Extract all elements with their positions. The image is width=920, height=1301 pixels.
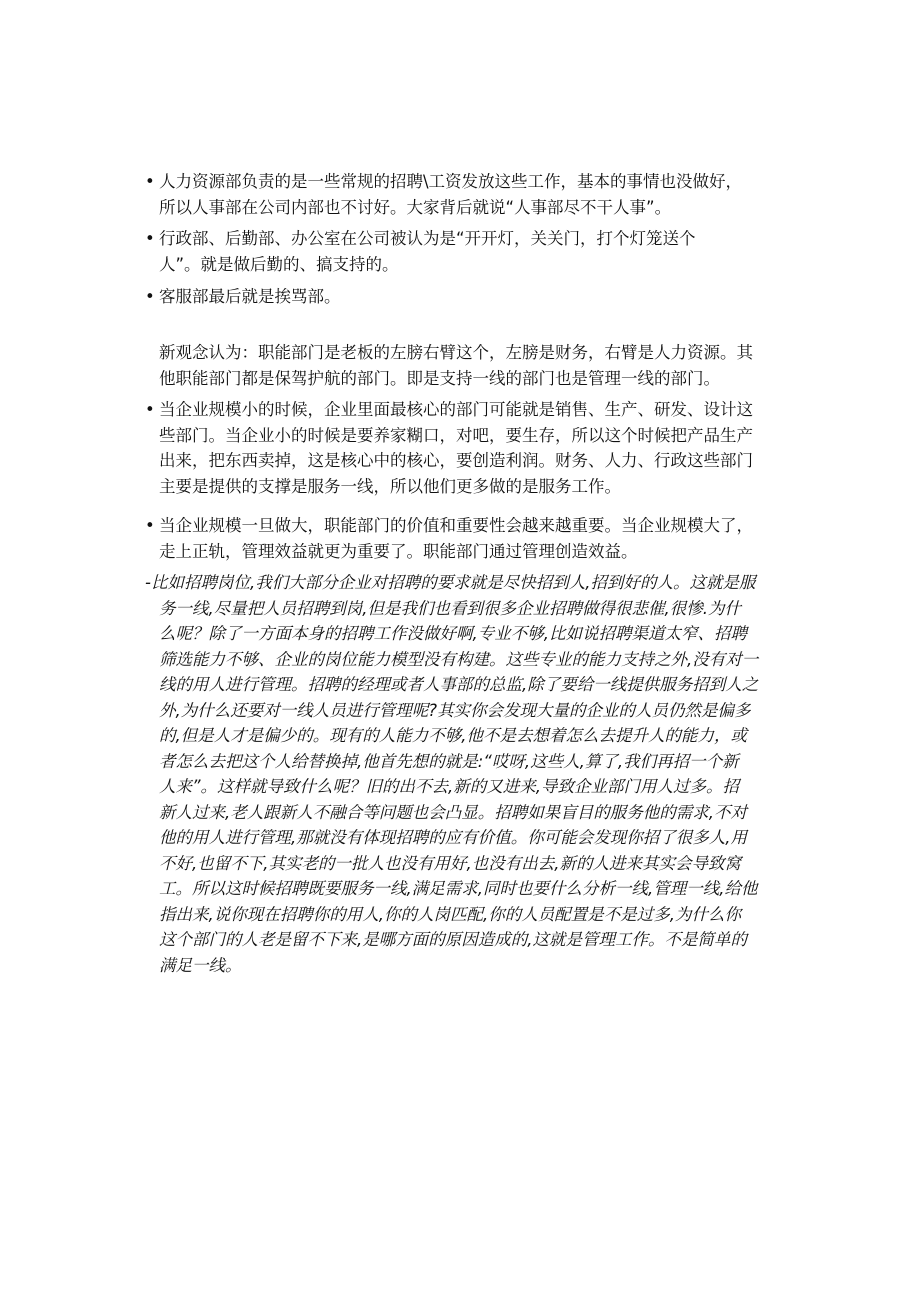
text-line: 当企业规模一旦做大，职能部门的价值和重要性会越来越重要。当企业规模大了，	[159, 516, 753, 535]
bullet-text	[159, 513, 791, 564]
bullet-item-large-company	[145, 513, 790, 565]
text-line: -比如招聘岗位,我们大部分企业对招聘的要求就是尽快招到人,招到好的人。这就是服	[145, 573, 756, 592]
text-line: 工。所以这时候招聘既要服务一线,满足需求,同时也要什么分析一线,管理一线,给他	[159, 879, 758, 898]
text-line: 务一线,尽量把人员招聘到岗,但是我们也看到很多企业招聘做得很悲催,很惨.为什	[159, 598, 741, 618]
text-line: 当企业规模小的时候，企业里面最核心的部门可能就是销售、生产、研发、设计这	[159, 400, 753, 419]
text-line: 外,为什么还要对一线人员进行管理呢?其实你会发现大量的企业的人员仍然是偏多	[159, 700, 751, 720]
text-line: 者怎么去把这个人给替换掉,他首先想的就是:“哎呀,这些人,算了,我们再招一个新	[159, 751, 739, 771]
text-line: 所以人事部在公司内部也不讨好。大家背后就说“人事部尽不干人事”。	[159, 197, 672, 217]
bullet-dot: •	[145, 172, 155, 191]
text-line: 指出来,说你现在招聘你的用人,你的人岗匹配,你的人员配置是不是过多,为什么你	[159, 904, 741, 924]
text-line: 行政部、后勤部、办公室在公司被认为是“开开灯，关关门，打个灯笼送个	[159, 229, 696, 248]
bullet-text	[159, 284, 791, 310]
bullet-dot: •	[145, 516, 155, 535]
bullet-text	[159, 226, 791, 277]
bullet-text	[159, 397, 791, 499]
text-line: 出来，把东西卖掉，这是核心中的核心，要创造利润。财务、人力、行政这些部门	[159, 451, 753, 470]
text-line: 他职能部门都是保驾护航的部门。即是支持一线的部门也是管理一线的部门。	[159, 368, 720, 388]
bullet-text	[159, 169, 791, 220]
text-line: 走上正轨，管理效益就更为重要了。职能部门通过管理创造效益。	[159, 541, 638, 561]
text-line: 不好,也留不下,其实老的一批人也没有用好,也没有出去,新的人进来其实会导致窝	[159, 853, 741, 873]
text-line: 这个部门的人老是留不下来,是哪方面的原因造成的,这就是管理工作。不是简单的	[159, 930, 747, 949]
text-line: 些部门。当企业小的时候是要养家糊口，对吧，要生存，所以这个时候把产品生产	[159, 425, 753, 445]
new-view-paragraph	[159, 340, 779, 391]
text-line: 的,但是人才是偏少的。现有的人能力不够,他不是去想着怎么去提升人的能力，或	[159, 726, 747, 745]
text-line: 人力资源部负责的是一些常规的招聘\工资发放这些工作，基本的事情也没做好，	[159, 172, 743, 191]
text-line: 主要是提供的支撑是服务一线，所以他们更多做的是服务工作。	[159, 476, 621, 496]
text-line: 人”。就是做后勤的、搞支持的。	[159, 254, 399, 274]
text-line: 新人过来,老人跟新人不融合等问题也会凸显。招聘如果盲目的服务他的需求,不对	[159, 802, 747, 822]
text-line: 线的用人进行管理。招聘的经理或者人事部的总监,除了要给一线提供服务招到人之	[159, 675, 759, 694]
bullet-item-admin	[145, 226, 790, 278]
recruitment-example-paragraph	[145, 570, 780, 978]
text-line: 满足一线。	[159, 955, 242, 975]
text-line: 筛选能力不够、企业的岗位能力模型没有构建。这些专业的能力支持之外,没有对一	[159, 649, 759, 669]
text-line: 他的用人进行管理,那就没有体现招聘的应有价值。你可能会发现你招了很多人,用	[159, 828, 747, 847]
text-line: 新观念认为：职能部门是老板的左膀右臂这个，左膀是财务，右臂是人力资源。其	[159, 343, 753, 362]
bullet-item-small-company	[145, 397, 790, 501]
bullet-dot: •	[145, 287, 155, 306]
text-line: 么呢？除了一方面本身的招聘工作没做好啊,专业不够,比如说招聘渠道太窄、招聘	[159, 624, 747, 643]
text-line: 客服部最后就是挨骂部。	[159, 287, 341, 306]
bullet-dot: •	[145, 400, 155, 419]
bullet-dot: •	[145, 229, 155, 248]
text-line: 人来”。这样就导致什么呢？旧的出不去,新的又进来,导致企业部门用人过多。招	[159, 777, 740, 796]
bullet-item-service	[145, 284, 790, 310]
bullet-item-hr	[145, 169, 790, 221]
